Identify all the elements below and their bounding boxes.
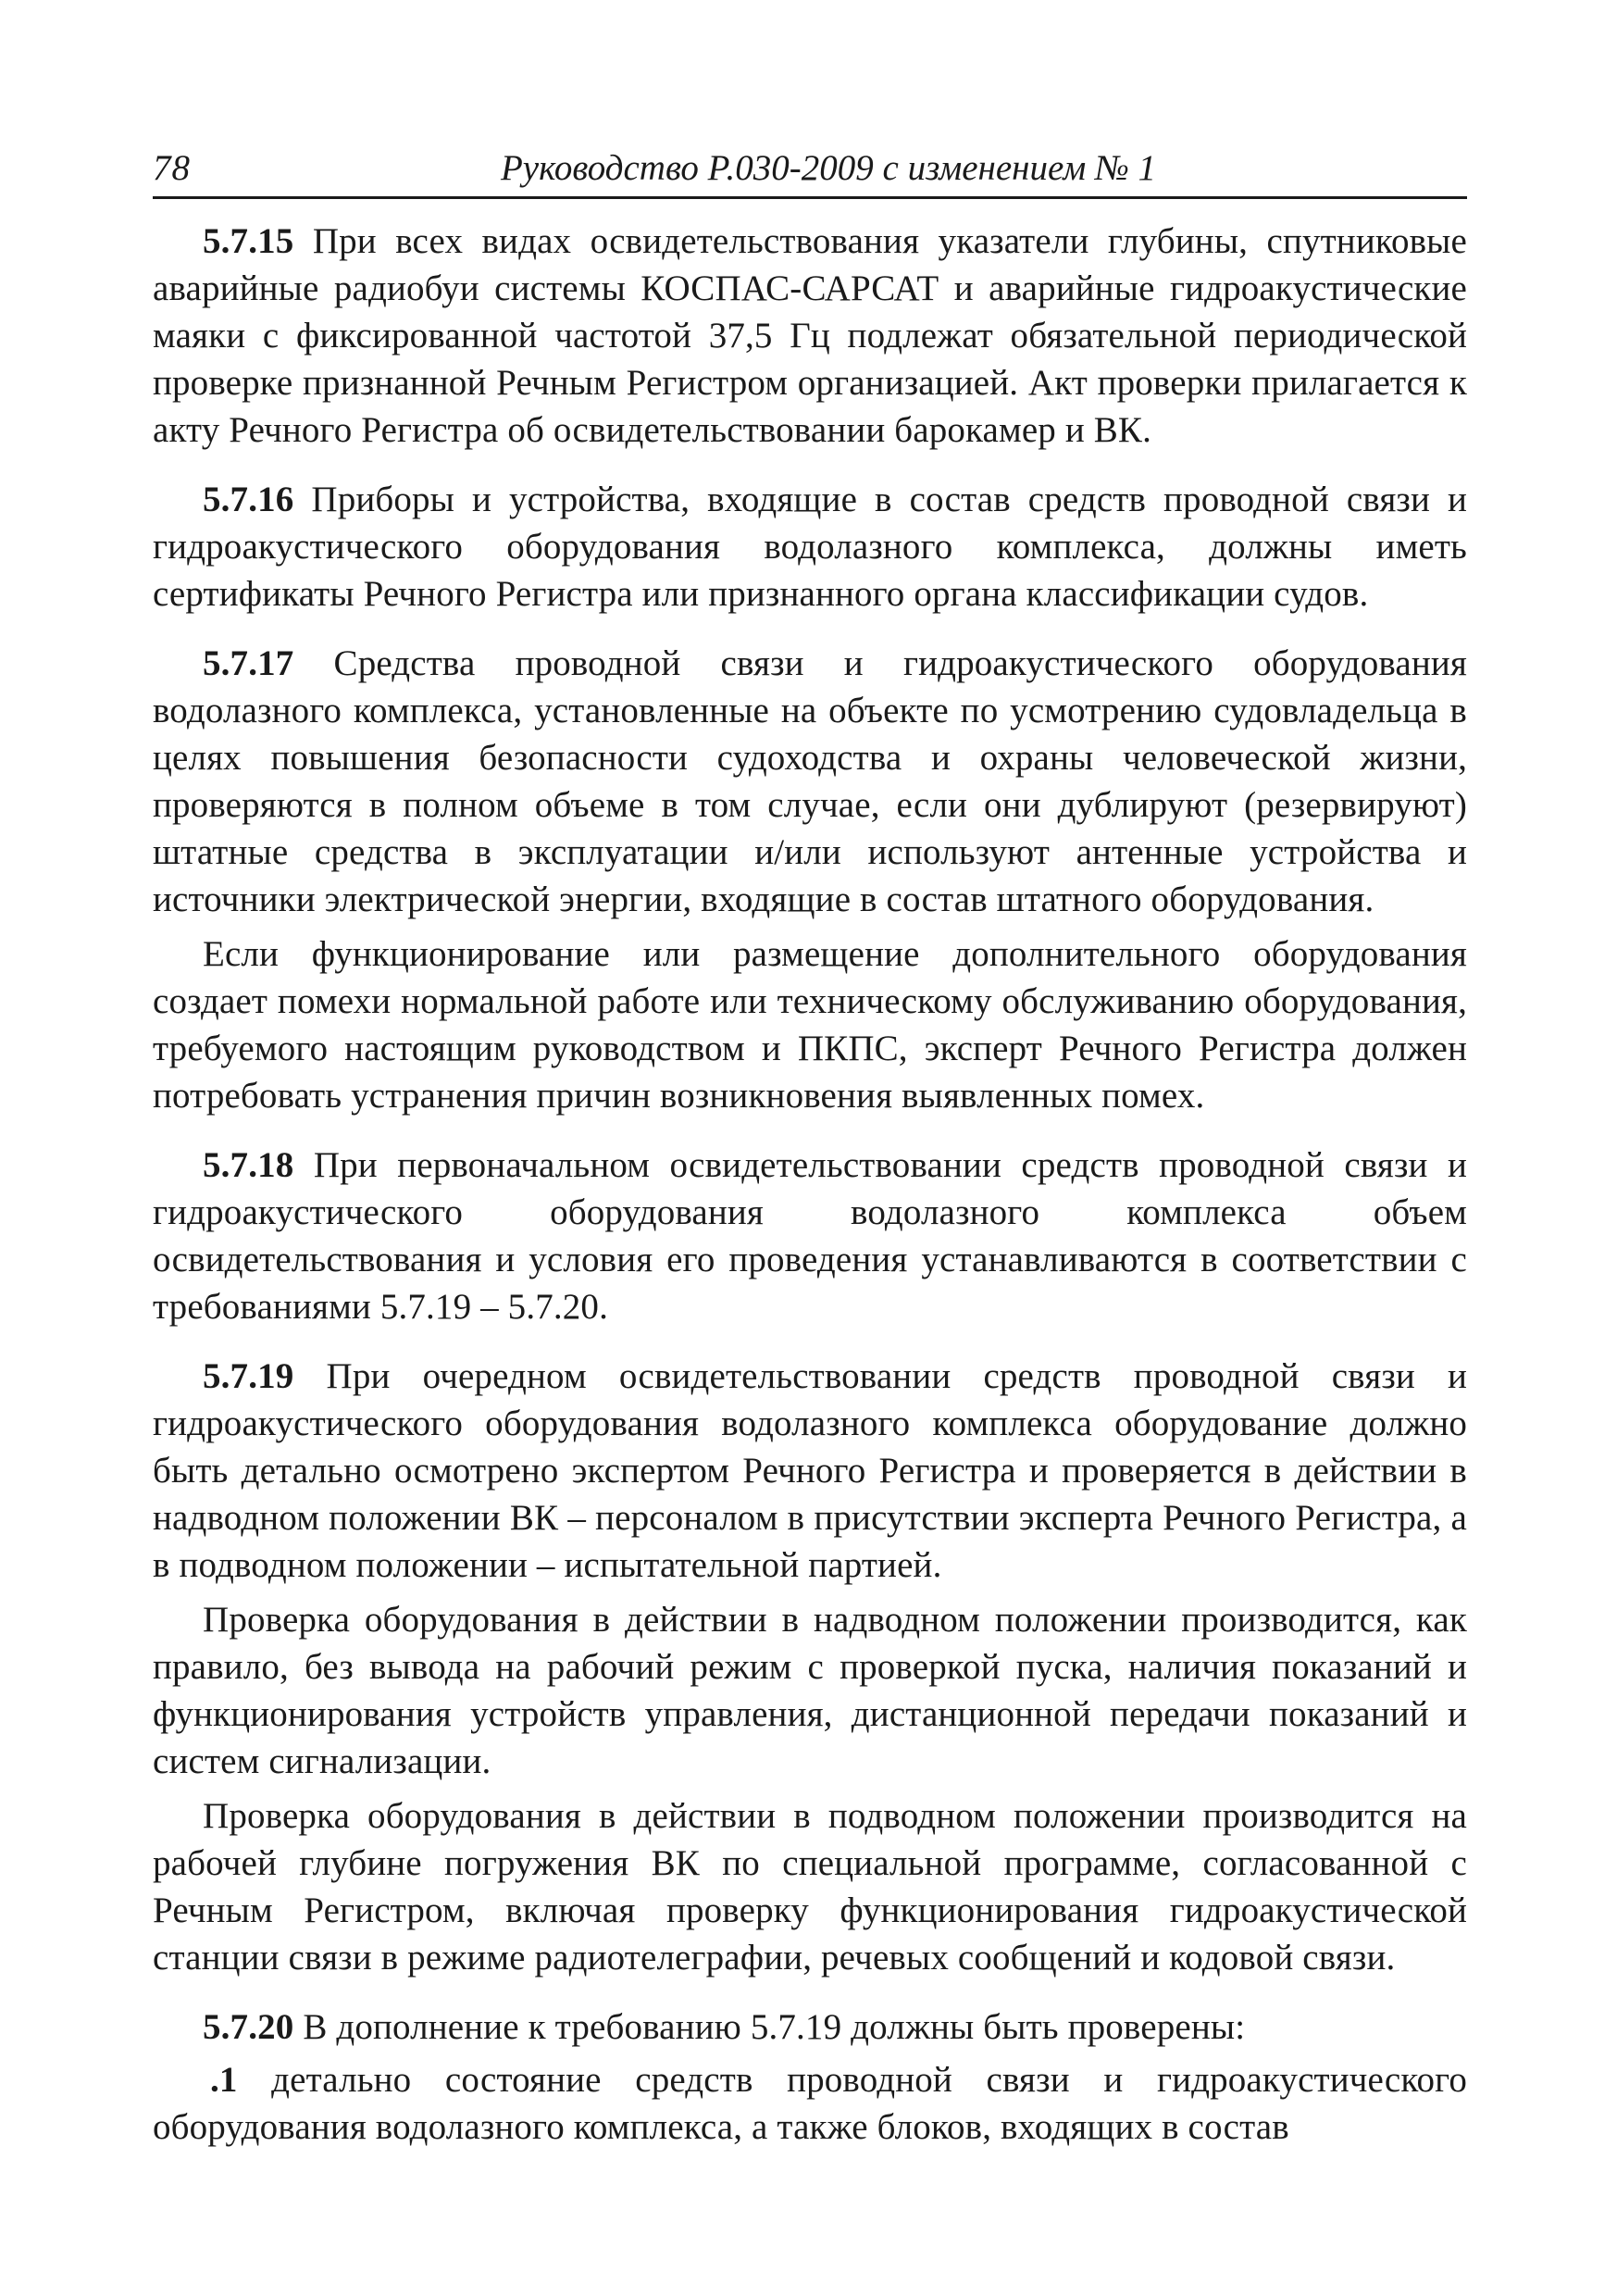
list-item-1	[153, 2056, 1467, 2151]
clause-text: Если функционирование или размещение дополнительного оборудования создает помехи нормальной работе или техническому обслуживанию оборудования, требуемого настоящим руководством и ПКПС, эксперт Речного Регистра должен потребовать устранения причин возникновения выявленных помех.	[153, 934, 1467, 1116]
paragraph-5-7-19-underwater-check	[153, 1792, 1467, 1981]
page-header	[153, 130, 1467, 199]
paragraph-5-7-19	[153, 1353, 1467, 1589]
clause-text: При первоначальном освидетельствовании средств проводной связи и гидроакустического оборудования водолазного комплекса объем освидетельствования и условия его проведения устанавливаются в соответствии с требованиями 5.7.19 – 5.7.20.	[153, 1145, 1467, 1327]
page-number: 78	[153, 148, 191, 188]
paragraph-5-7-20	[153, 2003, 1467, 2051]
clause-number: 5.7.19	[203, 1356, 294, 1396]
clause-text: Проверка оборудования в действии в надводном положении производится, как правило, без вывода на рабочий режим с проверкой пуска, наличия показаний и функционирования устройств управления, дистанционной передачи показаний и систем сигнализации.	[153, 1600, 1467, 1781]
running-title: Руководство Р.030-2009 с изменением № 1	[500, 148, 1157, 188]
item-text: детально состояние средств проводной связи и гидроакустического оборудования водолазного комплекса, а также блоков, входящих в состав	[153, 2060, 1467, 2147]
document-page	[153, 130, 1467, 2151]
document-body	[153, 199, 1467, 2151]
paragraph-5-7-18	[153, 1142, 1467, 1330]
clause-number: 5.7.18	[203, 1145, 294, 1185]
paragraph-5-7-17	[153, 640, 1467, 923]
item-number: .1	[210, 2060, 238, 2100]
clause-number: 5.7.20	[203, 2007, 294, 2047]
paragraph-5-7-17-continued	[153, 930, 1467, 1119]
paragraph-5-7-19-surface-check	[153, 1596, 1467, 1785]
paragraph-5-7-15	[153, 218, 1467, 454]
clause-number: 5.7.16	[203, 480, 294, 519]
clause-text: В дополнение к требованию 5.7.19 должны быть проверены:	[303, 2007, 1246, 2047]
clause-text: При очередном освидетельствовании средств проводной связи и гидроакустического оборудования водолазного комплекса оборудование должно быть детально осмотрено экспертом Речного Регистра и проверяется в действии в надводном положении ВК – персоналом в присутствии эксперта Речного Регистра, а в подводном положении – испытательной партией.	[153, 1356, 1467, 1585]
clause-number: 5.7.17	[203, 643, 294, 683]
clause-text: При всех видах освидетельствования указатели глубины, спутниковые аварийные радиобуи системы КОСПАС-САРСАТ и аварийные гидроакустические маяки с фиксированной частотой 37,5 Гц подлежат обязательной периодической проверке признанной Речным Регистром организацией. Акт проверки прилагается к акту Речного Регистра об освидетельствовании барокамер и ВК.	[153, 221, 1467, 450]
clause-text: Приборы и устройства, входящие в состав средств проводной связи и гидроакустического оборудования водолазного комплекса, должны иметь сертификаты Речного Регистра или признанного органа классификации судов.	[153, 480, 1467, 614]
clause-number: 5.7.15	[203, 221, 294, 261]
paragraph-5-7-16	[153, 476, 1467, 618]
clause-text: Средства проводной связи и гидроакустического оборудования водолазного комплекса, установленные на объекте по усмотрению судовладельца в целях повышения безопасности судоходства и охраны человеческой жизни, проверяются в полном объеме в том случае, если они дублируют (резервируют) штатные средства в эксплуатации и/или используют антенные устройства и источники электрической энергии, входящие в состав штатного оборудования.	[153, 643, 1467, 919]
clause-text: Проверка оборудования в действии в подводном положении производится на рабочей глубине погружения ВК по специальной программе, согласованной с Речным Регистром, включая проверку функционирования гидроакустической станции связи в режиме радиотелеграфии, речевых сообщений и кодовой связи.	[153, 1796, 1467, 1978]
